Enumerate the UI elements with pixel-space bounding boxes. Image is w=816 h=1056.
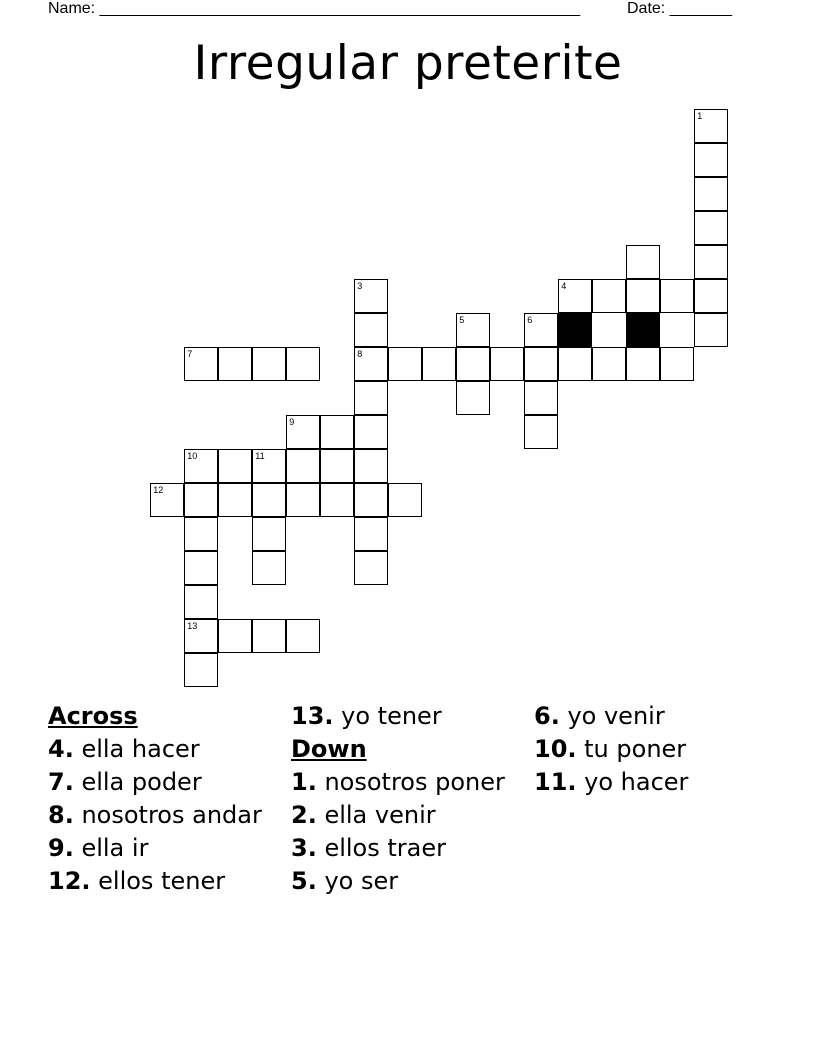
grid-cell[interactable] xyxy=(524,347,558,381)
grid-cell[interactable] xyxy=(286,449,320,483)
clue-item xyxy=(534,702,764,730)
clue-item-number: 1. xyxy=(291,768,317,796)
clue-item xyxy=(291,702,521,730)
clue-item-number: 13. xyxy=(291,702,334,730)
clue-item-number: 8. xyxy=(48,801,74,829)
clue-number: 3 xyxy=(357,281,363,292)
clue-item xyxy=(48,834,278,862)
grid-cell[interactable] xyxy=(626,245,660,279)
clue-item-number: 10. xyxy=(534,735,577,763)
grid-cell[interactable] xyxy=(354,313,388,347)
grid-cell[interactable] xyxy=(354,517,388,551)
clue-item-text: ella hacer xyxy=(73,735,200,763)
grid-cell[interactable] xyxy=(286,415,320,449)
clue-number: 12 xyxy=(153,485,164,496)
grid-cell[interactable] xyxy=(694,143,728,177)
grid-cell[interactable] xyxy=(184,517,218,551)
clue-item-text: ellos traer xyxy=(316,834,446,862)
black-cell xyxy=(626,313,660,347)
grid-cell[interactable] xyxy=(218,347,252,381)
grid-cell[interactable] xyxy=(184,619,218,653)
grid-cell[interactable] xyxy=(252,347,286,381)
grid-cell[interactable] xyxy=(388,483,422,517)
clue-item-number: 9. xyxy=(48,834,74,862)
clue-item-text: yo ser xyxy=(316,867,399,895)
clue-number: 4 xyxy=(561,281,567,292)
clue-item-number: 3. xyxy=(291,834,317,862)
clue-number: 7 xyxy=(187,349,193,360)
grid-cell[interactable] xyxy=(252,551,286,585)
grid-cell[interactable] xyxy=(252,619,286,653)
clue-item xyxy=(534,768,764,796)
grid-cell[interactable] xyxy=(626,279,660,313)
grid-cell[interactable] xyxy=(490,347,524,381)
grid-cell[interactable] xyxy=(252,517,286,551)
clue-item xyxy=(534,735,764,763)
grid-cell[interactable] xyxy=(150,483,184,517)
grid-cell[interactable] xyxy=(184,551,218,585)
clue-number: 10 xyxy=(187,451,198,462)
clue-number: 5 xyxy=(459,315,465,326)
grid-cell[interactable] xyxy=(354,483,388,517)
grid-cell[interactable] xyxy=(218,483,252,517)
grid-cell[interactable] xyxy=(184,347,218,381)
clue-number: 9 xyxy=(289,417,295,428)
black-cell xyxy=(626,313,660,347)
clue-item xyxy=(48,867,278,895)
clue-number: 13 xyxy=(187,621,198,632)
grid-cell[interactable] xyxy=(456,381,490,415)
clue-item xyxy=(48,735,278,763)
grid-cell[interactable] xyxy=(524,381,558,415)
grid-cell[interactable] xyxy=(694,177,728,211)
grid-cell[interactable] xyxy=(422,347,456,381)
clue-item-number: 12. xyxy=(48,867,91,895)
clue-item xyxy=(291,834,521,862)
grid-cell[interactable] xyxy=(626,347,660,381)
grid-cell[interactable] xyxy=(320,483,354,517)
grid-cell[interactable] xyxy=(660,279,694,313)
grid-cell[interactable] xyxy=(694,211,728,245)
grid-cell[interactable] xyxy=(286,619,320,653)
clue-column-1 xyxy=(48,702,278,900)
clue-number: 6 xyxy=(527,315,533,326)
grid-cell[interactable] xyxy=(694,279,728,313)
page-title: Irregular preterite xyxy=(193,36,623,91)
grid-cell[interactable] xyxy=(558,279,592,313)
grid-cell[interactable] xyxy=(524,415,558,449)
clue-item-number: 11. xyxy=(534,768,577,796)
clue-item-number: 4. xyxy=(48,735,74,763)
clue-item xyxy=(291,768,521,796)
clue-column-2 xyxy=(291,702,521,900)
grid-cell[interactable] xyxy=(354,449,388,483)
name-line: Name: ______________________________________________________ xyxy=(48,0,581,17)
grid-cell[interactable] xyxy=(184,449,218,483)
clue-item-number: 6. xyxy=(534,702,560,730)
grid-cell[interactable] xyxy=(354,279,388,313)
grid-cell[interactable] xyxy=(218,619,252,653)
clue-item-text: ella ir xyxy=(73,834,149,862)
grid-cell[interactable] xyxy=(456,347,490,381)
clue-item-text: tu poner xyxy=(576,735,687,763)
grid-cell[interactable] xyxy=(286,347,320,381)
grid-cell[interactable] xyxy=(286,483,320,517)
date-line: Date: _______ xyxy=(627,0,732,17)
clue-number: 8 xyxy=(357,349,363,360)
grid-cell[interactable] xyxy=(184,483,218,517)
clue-item-text: nosotros poner xyxy=(316,768,505,796)
clue-item-text: ella venir xyxy=(316,801,436,829)
grid-cell[interactable] xyxy=(218,449,252,483)
grid-cell[interactable] xyxy=(320,415,354,449)
clue-number: 11 xyxy=(255,451,265,462)
black-cell xyxy=(558,313,592,347)
clue-item-number: 7. xyxy=(48,768,74,796)
clue-item-text: yo venir xyxy=(559,702,665,730)
grid-cell[interactable] xyxy=(354,347,388,381)
clue-item-text: ella poder xyxy=(73,768,202,796)
grid-cell[interactable] xyxy=(184,653,218,687)
clue-item-text: ellos tener xyxy=(90,867,226,895)
clue-item-text: yo hacer xyxy=(576,768,689,796)
clue-item-number: 5. xyxy=(291,867,317,895)
grid-cell[interactable] xyxy=(524,313,558,347)
clue-item-text: nosotros andar xyxy=(73,801,262,829)
grid-cell[interactable] xyxy=(252,483,286,517)
clue-number: 1 xyxy=(697,111,703,122)
clue-item-text: yo tener xyxy=(333,702,442,730)
clue-item xyxy=(48,768,278,796)
grid-cell[interactable] xyxy=(694,245,728,279)
clue-item-number: 2. xyxy=(291,801,317,829)
grid-cell[interactable] xyxy=(592,347,626,381)
grid-cell[interactable] xyxy=(354,551,388,585)
clue-heading: Down xyxy=(291,735,367,763)
clue-item xyxy=(48,801,278,829)
grid-cell[interactable] xyxy=(592,279,626,313)
grid-cell[interactable] xyxy=(694,109,728,143)
grid-cell[interactable] xyxy=(388,347,422,381)
clue-item xyxy=(291,801,521,829)
grid-cell[interactable] xyxy=(252,449,286,483)
clue-item xyxy=(291,867,521,895)
grid-cell[interactable] xyxy=(660,347,694,381)
grid-cell[interactable] xyxy=(320,449,354,483)
grid-cell[interactable] xyxy=(354,415,388,449)
grid-cell[interactable] xyxy=(558,347,592,381)
clue-column-3 xyxy=(534,702,764,801)
grid-cell[interactable] xyxy=(694,313,728,347)
clue-heading: Across xyxy=(48,702,138,730)
grid-cell[interactable] xyxy=(354,381,388,415)
grid-cell[interactable] xyxy=(184,585,218,619)
grid-cell[interactable] xyxy=(456,313,490,347)
